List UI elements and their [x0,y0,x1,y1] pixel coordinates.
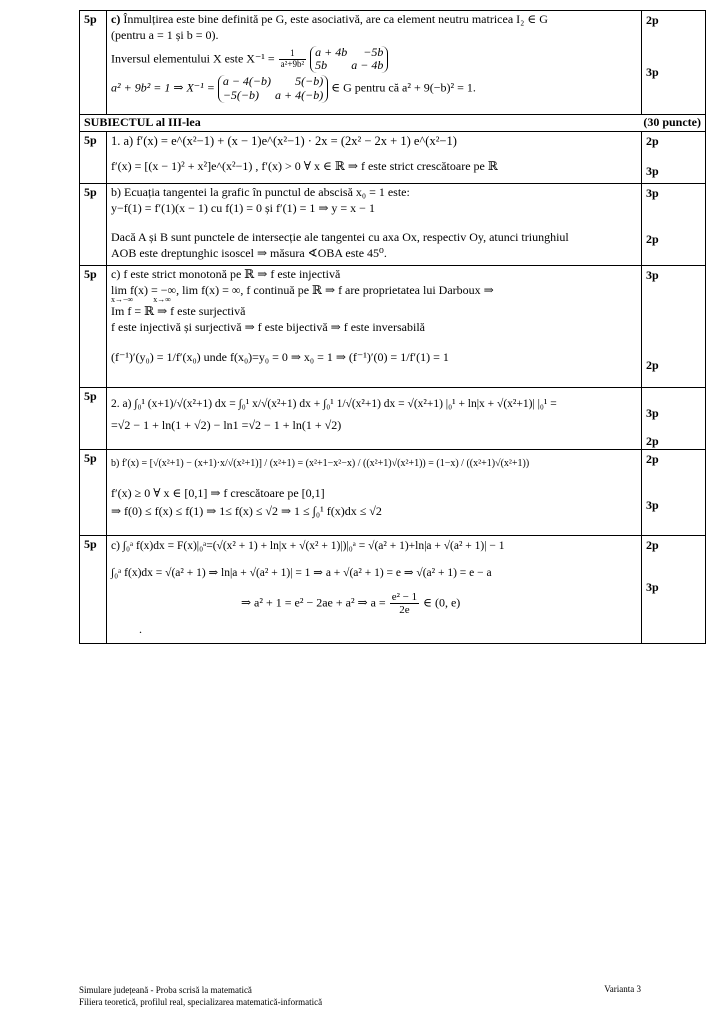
content-cell: b) Ecuația tangentei la grafic în punctul de abscisă x₀ = 1 este: y−f(1) = f′(1)(x − 1) cu f(1) = 0 și f′(1) = 1 ⇒ y = x − 1 Dacă A și B sunt punctele de intersecție ale tangentei cu axa Ox, respectiv Oy, atunci triunghiul AOB este dreptunghic isoscel ⇒ măsura ∢OBA este 45⁰. [107,183,642,265]
table-row [80,183,706,265]
table-row [80,265,706,387]
points-cell: 5p [80,131,107,183]
score-cell: 3p 2p [642,183,706,265]
content-cell: b) f′(x) = [√(x²+1) − (x+1)·x/√(x²+1)] / (x²+1) = (x²+1−x²−x) / ((x²+1)√(x²+1)) = (1−x) / ((x²+1)√(x²+1)) f′(x) ≥ 0 ∀ x ∈ [0,1] ⇒ f crescătoare pe [0,1] ⇒ f(0) ≤ f(x) ≤ f(1) ⇒ 1≤ f(x) ≤ √2 ⇒ 1 ≤ ∫₀¹ f(x)dx ≤ √2 [107,449,642,535]
points-cell: 5p [80,11,107,115]
score-cell: 2p 3p [642,131,706,183]
content-cell: c) ∫₀ᵃ f(x)dx = F(x)|₀ᵃ=(√(x² + 1) + ln|x + √(x² + 1)|)|₀ᵃ = √(a² + 1)+ln|a + √(a² + 1)| − 1 ∫₀ᵃ f(x)dx = √(a² + 1) ⇒ ln|a + √(a² + 1)| = 1 ⇒ a + √(a² + 1) = e ⇒ √(a² + 1) = e − a ⇒ a² + 1 = e² − 2ae + a² ⇒ a = $\frac{\text{e² − 1}}{2e}$ ∈ (0, e) . [107,535,642,643]
score-cell: 3p 2p [642,265,706,387]
score-cell: 2p 3p [642,535,706,643]
content-cell: 1. a) f′(x) = e^(x²−1) + (x − 1)e^(x²−1) · 2x = (2x² − 2x + 1) e^(x²−1) f′(x) = [(x − 1)² + x²]e^(x²−1) , f′(x) > 0 ∀ x ∈ ℝ ⇒ f este strict crescătoare pe ℝ [107,131,642,183]
score-cell: 2p 3p [642,11,706,115]
content-cell: c) f este strict monotonă pe ℝ ⇒ f este injectivă lim f(x) = −∞, lim f(x) = ∞, f continuă pe ℝ ⇒ f are proprietatea lui Darboux ⇒ x→−∞ x→∞ Im f = ℝ ⇒ f este surjectivă f este injectivă și surjectivă ⇒ f este bijectivă ⇒ f este inversabilă (f⁻¹)′(y₀) = 1/f′(x₀) unde f(x₀)=y₀ = 0 ⇒ x₀ = 1 ⇒ (f⁻¹)′(0) = 1/f′(1) = 1 [107,265,642,387]
points-cell: 5p [80,265,107,387]
subject-header: SUBIECTUL al III-lea (30 puncte) [80,115,706,132]
variant-label: Varianta 3 [604,984,641,994]
table-row [80,535,706,643]
table-row [80,449,706,535]
score-cell: 3p 2p [642,387,706,449]
table-row [80,131,706,183]
grading-table [79,10,706,644]
footer: Simulare județeană - Proba scrisă la matematică Filiera teoretică, profilul real, specializarea matematică-informatică [79,985,323,1008]
score-cell: 2p 3p [642,449,706,535]
table-row [80,387,706,449]
points-cell: 5p [80,183,107,265]
points-cell: 5p [80,449,107,535]
points-cell: 5p [80,535,107,643]
points-cell: 5p [80,387,107,449]
table-row [80,11,706,115]
content-cell: c) Înmulțirea este bine definită pe G, este asociativă, are ca element neutru matricea I₂ ∈ G (pentru a = 1 și b = 0). Inversul elementului X este X⁻¹ = $\frac{1}{\text{a²+9b²}}$ a + 4b −5b 5b a − 4b a² + 9b² = 1 ⇒ X⁻¹ = a − 4(−b) 5(−b) −5(−b) a + 4(−b) ∈ G pentru că a² + 9(−b)² = 1. [107,11,642,115]
content-cell: 2. a) ∫₀¹ (x+1)/√(x²+1) dx = ∫₀¹ x/√(x²+1) dx + ∫₀¹ 1/√(x²+1) dx = √(x²+1) |₀¹ + ln|x + √(x²+1)| |₀¹ = =√2 − 1 + ln(1 + √2) − ln1 =√2 − 1 + ln(1 + √2) [107,387,642,449]
